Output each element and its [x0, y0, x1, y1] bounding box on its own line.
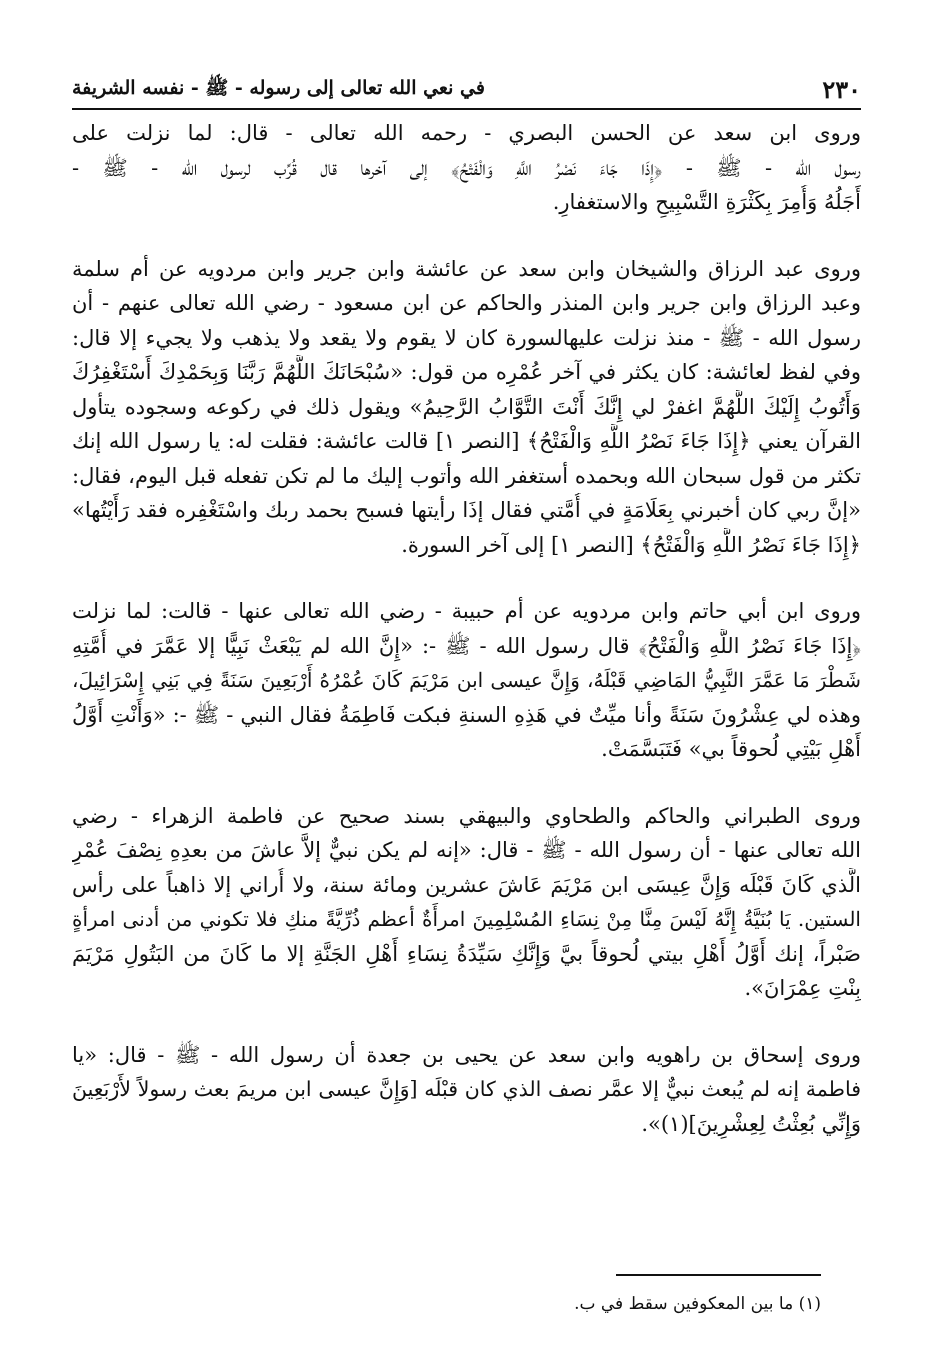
text-line: أَجَلُهُ وَأُمِرَ بِكَثْرَةِ التَّسْبِيحِ والاستغفارِ. — [552, 190, 861, 214]
text-line: رسول الله - ﷺ - منذ نزلت عليهالسورة كان لا يقوم ولا يقعد ولا يذهب ولا يجيء إلا قال: — [72, 325, 861, 350]
page-header — [72, 58, 861, 110]
paragraph-3 — [72, 594, 861, 767]
text-line: «إنَّ ربي كان أخبرني بِعَلَامَةٍ في أُمَّتي فقال إذَا رأيتها فسبح بحمد ربك واسْتَغْفِره فقد رَأَيْتُها» — [72, 498, 861, 522]
page-number: ٢٣٠ — [822, 75, 861, 104]
text-line: الستين. يَا بُنَيَّةُ إِنَّهُ لَيْسَ مِنَّا مِنْ نِسَاءِ المُسْلِمِينَ امرأَةٌ أعظم ذُرِّيَّةً منكِ فلا تكوني من أدنى امرأةٍ — [72, 907, 861, 931]
text-line: وَأَتُوبُ إِلَيْكَ اللَّهُمَّ اغفرْ لي إِنَّكَ أَنْتَ التَّوَّابُ الرَّحِيمُ» ويقول ذلك في ركوعه وسجوده يتأول — [72, 394, 861, 419]
text-line: تكثر من قول سبحان الله وبحمده أستغفر الله وأتوب إليك ما لم تكن تفعله قبل اليوم، فقال: — [72, 463, 861, 488]
main-text — [72, 116, 861, 1173]
text-line: أَهْلِ بَيْتِي لُحوقاً بي» فَتَبَسَّمَتْ. — [601, 737, 861, 761]
text-line: وعبد الرزاق وابن جرير وابن المنذر والحاكم عن ابن مسعود - رضي الله تعالى عنهم - أن — [72, 291, 861, 315]
text-line: وهذه لي عِشْرُونَ سَنَةً وأنا ميِّتٌ في هَذِهِ السنةِ فبكت فَاطِمَةُ فقال النبي - ﷺ -: «وَأَنْتِ أَوَّلُ — [72, 702, 861, 727]
text-line: ﴿إِذَا جَاءَ نَصْرُ اللَّهِ وَالْفَتْحُ﴾ قال رسول الله - ﷺ -: «إِنَّ الله لم يَبْعَثْ نَبِيًّا إلا عَمَّرَ في أُمَّتِهِ — [72, 633, 861, 658]
text-line: بِنْتِ عِمْرَانَ». — [744, 976, 861, 1000]
text-line: وفي لفظ لعائشة: كان يكثر في آخر عُمْرِه من قول: «سُبْحَانَكَ اللَّهُمَّ رَبَّنَا وَبِحَمْدِكَ أَسْتَغْفِرُكَ — [72, 360, 861, 384]
footnote-divider — [616, 1274, 821, 1276]
text-line: الله تعالى عنها - أن رسول الله - ﷺ - قال: «إنه لم يكن نبيٌّ إلاَّ عاشَ من بعدِهِ نِصْفَ عُمْرِ — [72, 838, 861, 862]
paragraph-4 — [72, 799, 861, 1006]
paragraph-5 — [72, 1038, 861, 1142]
text-line: القرآن يعني ﴿إِذَا جَاءَ نَصْرُ اللَّهِ وَالْفَتْحُ﴾ [النصر ١] قالت عائشة: فقلت له: يا رسول الله إنك — [72, 429, 861, 453]
text-line: ﴿إِذَا جَاءَ نَصْرُ اللَّهِ وَالْفَتْحُ﴾ [النصر ١] إلى آخر السورة. — [401, 532, 861, 557]
running-title: في نعي الله تعالى إلى رسوله - ﷺ - نفسه الشريفة — [72, 77, 485, 99]
text-line: وروى الطبراني والحاكم والطحاوي والبيهقي بسند صحيح عن فاطمة الزهراء - رضي — [72, 803, 861, 828]
paragraph-1 — [72, 116, 861, 220]
text-line: وَإِنِّي بُعِثْتُ لِعِشْرِينَ](١)». — [641, 1111, 861, 1136]
paragraph-2 — [72, 252, 861, 563]
footnote: (١) ما بين المعكوفين سقط في ب. — [574, 1294, 821, 1314]
text-line: فاطمة إنه لم يُبعث نبيٌّ إلا عمَّر نصف الذي كان قبْلَه [وَإِنَّ عيسى ابن مريمَ بعث رسولاً لأَرْبَعِينَ — [72, 1077, 861, 1101]
text-line: شَطْرَ مَا عَمَّرَ النَّبِيُّ المَاضِي قَبْلَهُ، وَإِنَّ عيسى ابن مَرْيَمَ كَانَ عُمْرُهُ أَرْبَعِينَ سَنَةً فِي بَنِي إِسْرَائِيلَ، — [72, 668, 861, 692]
text-line: وروى ابن سعد عن الحسن البصري - رحمه الله تعالى - قال: لما نزلت على — [72, 121, 861, 145]
text-line: صَبْراً، إنك أَوَّلُ أَهْلِ بيتي لُحوقاً بيَّ وَإِنَّكِ سَيِّدَةُ نِسَاءِ أَهْلِ الجَنَّةِ إلا ما كَانَ من البَتُولِ مَرْيَمَ — [72, 941, 861, 966]
text-line: وروى عبد الرزاق والشيخان وابن سعد عن عائشة وابن جرير وابن مردويه عن أم سلمة — [72, 256, 861, 281]
text-line: وروى إسحاق بن راهويه وابن سعد عن يحيى بن جعدة أن رسول الله - ﷺ - قال: «يا — [72, 1042, 861, 1067]
text-line: الَّذي كَانَ قَبْلَه وَإِنَّ عِيسَى ابن مَرْيَمَ عَاشَ عشرين ومائة سنة، ولا أُراني إلا ذاهباً على رأس — [72, 872, 861, 897]
text-line: رسول الله - ﷺ - ﴿إِذَا جَاءَ نَصْرُ اللَّهِ وَالْفَتْحُ﴾ إلى آخرها قال قُرِّب لرسول الله - ﷺ - — [72, 155, 861, 180]
text-line: وروى ابن أبي حاتم وابن مردويه عن أم حبيبة - رضي الله تعالى عنها - قالت: لما نزلت — [72, 599, 861, 623]
